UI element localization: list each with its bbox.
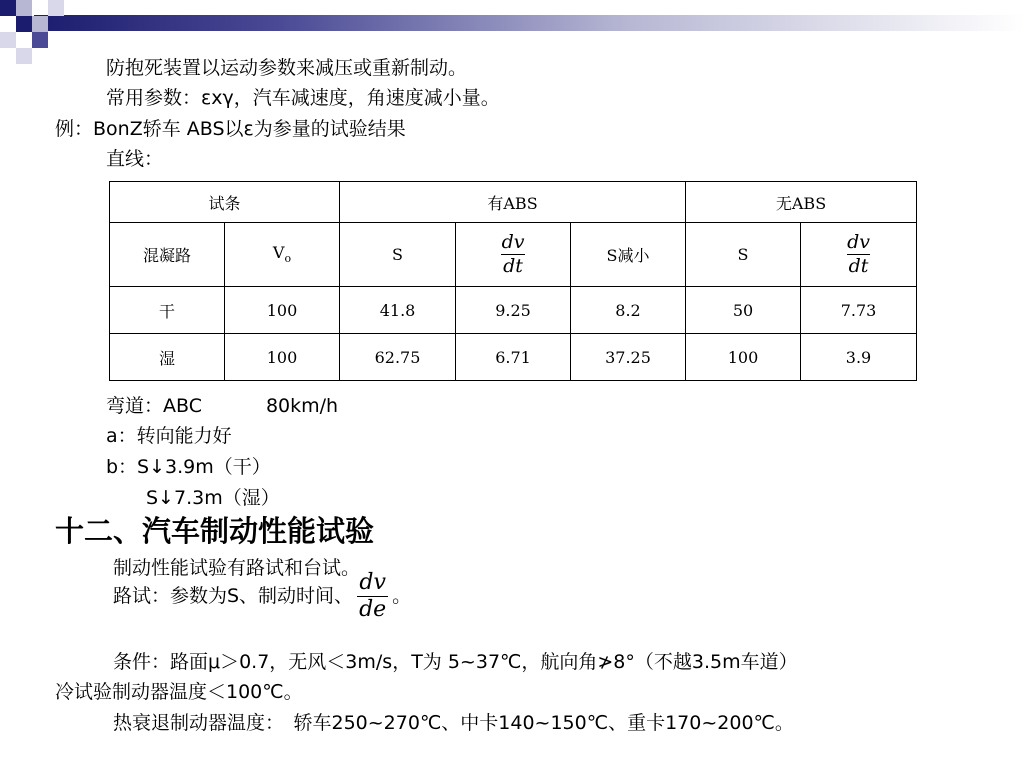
subheader-initial-speed <box>225 223 340 287</box>
text-line-straight: 直线： <box>106 148 164 170</box>
fraction-numerator: dv <box>501 231 525 253</box>
road-test-text: 路试：参数为S、制动时间、 <box>113 585 354 607</box>
text-line-curve <box>106 394 338 418</box>
subheader-distance-abs: S <box>340 223 456 287</box>
table-cell: 干 <box>110 287 225 334</box>
table-row-wet <box>110 334 917 381</box>
table-cell: 37.25 <box>571 334 686 381</box>
abs-test-table <box>109 181 917 381</box>
text-line-example: 例：BonZ轿车 ABS以ε为参量的试验结果 <box>55 118 406 140</box>
table-cell: 9.25 <box>456 287 571 334</box>
table-cell: 湿 <box>110 334 225 381</box>
table-cell: 50 <box>686 287 801 334</box>
text-line-conditions: 条件：路面μ＞0.7，无风＜3m/s，T为 5~37℃，航向角≯8°（不越3.5m车道） <box>113 651 798 673</box>
subheader-decel-abs <box>456 223 571 287</box>
header-square <box>16 48 32 64</box>
table-cell: 6.71 <box>456 334 571 381</box>
header-square <box>16 0 32 16</box>
dv-de-fraction <box>357 569 388 622</box>
header-square <box>32 16 48 32</box>
fraction-denominator: dt <box>503 255 523 277</box>
table-cell: 8.2 <box>571 287 686 334</box>
table-cell: 62.75 <box>340 334 456 381</box>
text-line-steering: a：转向能力好 <box>106 425 232 447</box>
fraction-denominator: dt <box>848 255 869 277</box>
header-without-abs: 无ABS <box>686 182 917 223</box>
v-symbol: V <box>272 243 285 263</box>
fraction-numerator: dv <box>359 569 386 595</box>
text-line-antilock: 防抱死装置以运动参数来减压或重新制动。 <box>106 57 468 79</box>
fraction-numerator: dv <box>847 231 870 253</box>
table-subheader-row <box>110 223 917 287</box>
table-cell: 7.73 <box>801 287 917 334</box>
road-test-period: 。 <box>392 585 412 607</box>
text-line-wet-reduction: S↓7.3m（湿） <box>146 487 280 509</box>
table-cell: 100 <box>686 334 801 381</box>
header-square <box>48 0 64 16</box>
header-with-abs: 有ABS <box>340 182 686 223</box>
subheader-decel-noabs <box>801 223 917 287</box>
header-gradient-bar <box>34 15 1024 31</box>
section-heading: 十二、汽车制动性能试验 <box>55 514 375 548</box>
subheader-road: 混凝路 <box>110 223 225 287</box>
text-line-cold-test: 冷试验制动器温度＜100℃。 <box>55 681 303 703</box>
v-subscript: o <box>284 252 292 266</box>
subheader-distance-noabs: S <box>686 223 801 287</box>
header-square <box>0 0 16 16</box>
header-test-condition: 试条 <box>110 182 340 223</box>
fraction-denominator: de <box>359 596 387 622</box>
header-square <box>16 16 32 32</box>
curve-label: 弯道：ABC <box>106 395 202 417</box>
text-line-road-test <box>113 566 411 626</box>
text-line-test-types: 制动性能试验有路试和台试。 <box>113 557 361 579</box>
text-line-dry-reduction: b：S↓3.9m（干） <box>106 456 271 478</box>
header-square <box>0 32 16 48</box>
table-header-row <box>110 182 917 223</box>
table-cell: 3.9 <box>801 334 917 381</box>
text-line-heat-fade: 热衰退制动器温度： 轿车250~270℃、中卡140~150℃、重卡170~200℃。 <box>113 712 794 734</box>
subheader-distance-reduction: S减小 <box>571 223 686 287</box>
table-cell: 41.8 <box>340 287 456 334</box>
dv-dt-fraction <box>500 233 527 276</box>
text-line-params: 常用参数：εxγ，汽车减速度，角速度减小量。 <box>106 87 500 109</box>
dv-dt-fraction <box>845 233 872 276</box>
curve-speed: 80km/h <box>265 395 339 417</box>
header-square <box>32 32 48 48</box>
table-row-dry <box>110 287 917 334</box>
table-cell: 100 <box>225 287 340 334</box>
table-cell: 100 <box>225 334 340 381</box>
